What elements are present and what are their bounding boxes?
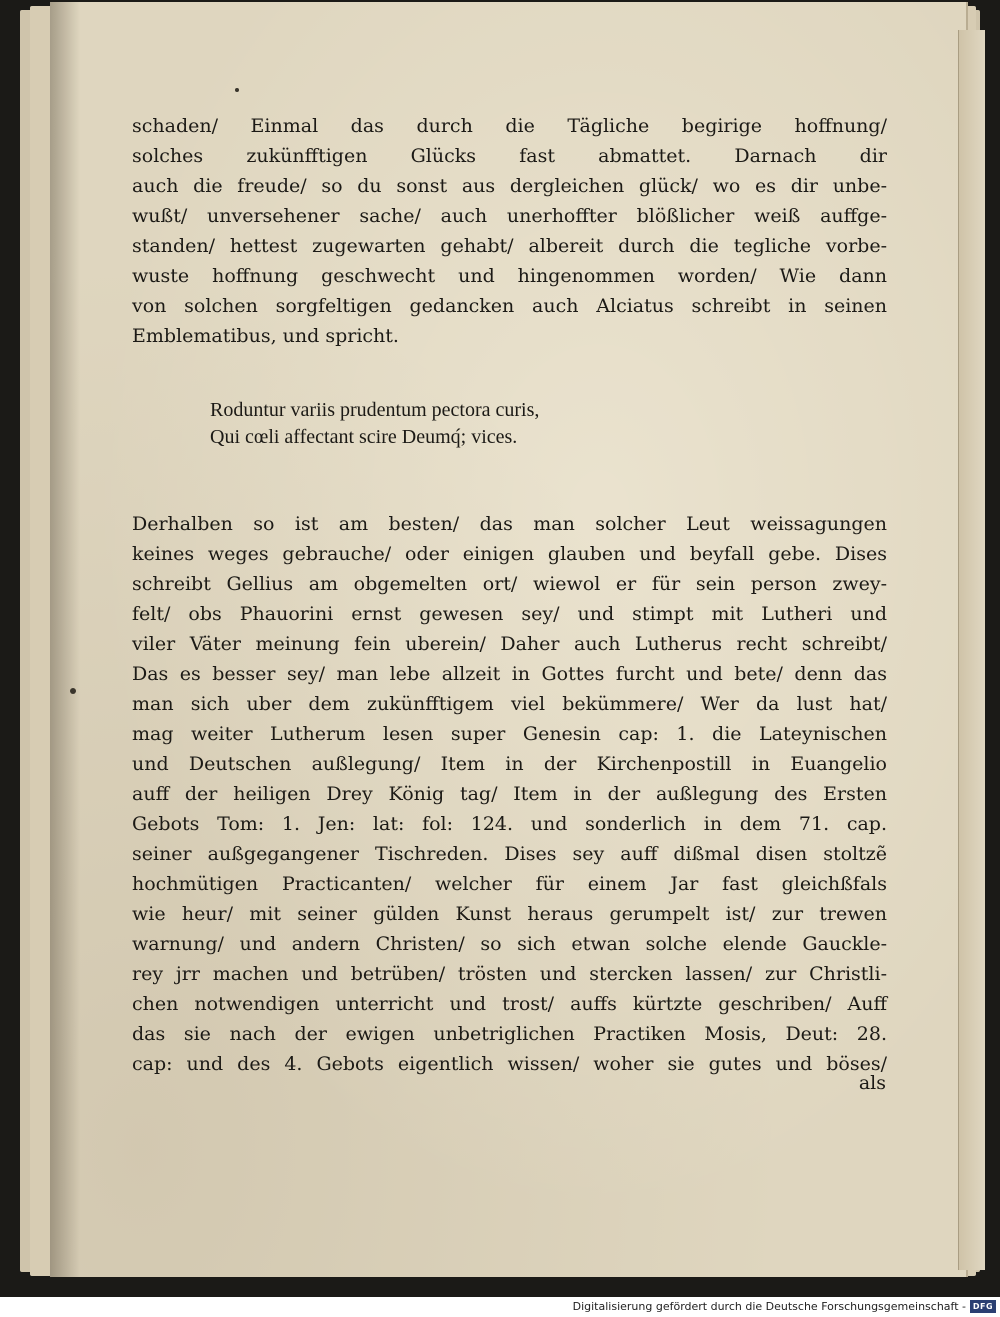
text-line: keines weges gebrauche/ oder einigen glauben und beyfall gebe. Dises bbox=[132, 543, 887, 565]
text-line: viler Väter meinung fein uberein/ Daher auch Lutherus recht schreibt/ bbox=[132, 633, 887, 655]
text-line: Emblematibus, und spricht. bbox=[132, 325, 399, 347]
text-line: das sie nach der ewigen unbetriglichen Practiken Mosis, Deut: 28. bbox=[132, 1023, 887, 1045]
text-line: Gebots Tom: 1. Jen: lat: fol: 124. und sonderlich in dem 71. cap. bbox=[132, 813, 887, 835]
footer-credit: Digitalisierung gefördert durch die Deutsche Forschungsgemeinschaft - bbox=[572, 1300, 966, 1313]
text-line: hochmütigen Practicanten/ welcher für einem Jar fast gleichßfals bbox=[132, 873, 887, 895]
quote-line: Roduntur variis prudentum pectora curis, bbox=[210, 399, 540, 421]
ink-speck bbox=[235, 88, 239, 92]
text-line: schaden/ Einmal das durch die Tägliche begirige hoffnung/ bbox=[132, 115, 887, 137]
text-line: rey jrr machen und betrüben/ trösten und stercken lassen/ zur Christli- bbox=[132, 963, 887, 985]
text-line: Das es besser sey/ man lebe allzeit in Gottes furcht und bete/ denn das bbox=[132, 663, 887, 685]
latin-quote bbox=[210, 397, 810, 451]
text-line: warnung/ und andern Christen/ so sich etwan solche elende Gauckle- bbox=[132, 933, 887, 955]
text-line: solches zukünfftigen Glücks fast abmattet. Darnach dir bbox=[132, 145, 887, 167]
paragraph-2 bbox=[132, 509, 887, 1079]
text-line: felt/ obs Phauorini ernst gewesen sey/ und stimpt mit Lutheri und bbox=[132, 603, 887, 625]
text-line: seiner außgegangener Tischreden. Dises sey auff dißmal disen stoltzẽ bbox=[132, 843, 887, 865]
text-line: Derhalben so ist am besten/ das man solcher Leut weissagungen bbox=[132, 513, 887, 535]
quote-line: Qui cœli affectant scire Deumq́; vices. bbox=[210, 426, 518, 448]
ink-speck bbox=[70, 688, 76, 694]
paragraph-1 bbox=[132, 111, 887, 351]
text-line: wuste hoffnung geschwecht und hingenommen worden/ Wie dann bbox=[132, 265, 887, 287]
text-line: standen/ hettest zugewarten gehabt/ albereit durch die tegliche vorbe- bbox=[132, 235, 887, 257]
text-line: von solchen sorgfeltigen gedancken auch Alciatus schreibt in seinen bbox=[132, 295, 887, 317]
text-line: cap: und des 4. Gebots eigentlich wissen/ woher sie gutes und böses/ bbox=[132, 1053, 887, 1075]
dfg-logo: DFG bbox=[970, 1300, 996, 1313]
text-line: wußt/ unversehener sache/ auch unerhoffter blößlicher weiß auffge- bbox=[132, 205, 887, 227]
catchword: als bbox=[858, 1072, 886, 1094]
text-line: mag weiter Lutherum lesen super Genesin cap: 1. die Lateynischen bbox=[132, 723, 887, 745]
spine-shadow bbox=[50, 2, 80, 1277]
text-line: auch die freude/ so du sonst aus dergleichen glück/ wo es dir unbe- bbox=[132, 175, 887, 197]
page-right-edge bbox=[958, 30, 985, 1270]
text-line: wie heur/ mit seiner gülden Kunst heraus gerumpelt ist/ zur trewen bbox=[132, 903, 887, 925]
text-line: schreibt Gellius am obgemelten ort/ wiewol er für sein person zwey- bbox=[132, 573, 887, 595]
footer-bar bbox=[0, 1297, 1000, 1317]
text-line: auff der heiligen Drey König tag/ Item in der außlegung des Ersten bbox=[132, 783, 887, 805]
text-line: chen notwendigen unterricht und trost/ auffs kürtzte geschriben/ Auff bbox=[132, 993, 887, 1015]
text-line: und Deutschen außlegung/ Item in der Kirchenpostill in Euangelio bbox=[132, 753, 887, 775]
text-line: man sich uber dem zukünfftigem viel bekümmere/ Wer da lust hat/ bbox=[132, 693, 887, 715]
